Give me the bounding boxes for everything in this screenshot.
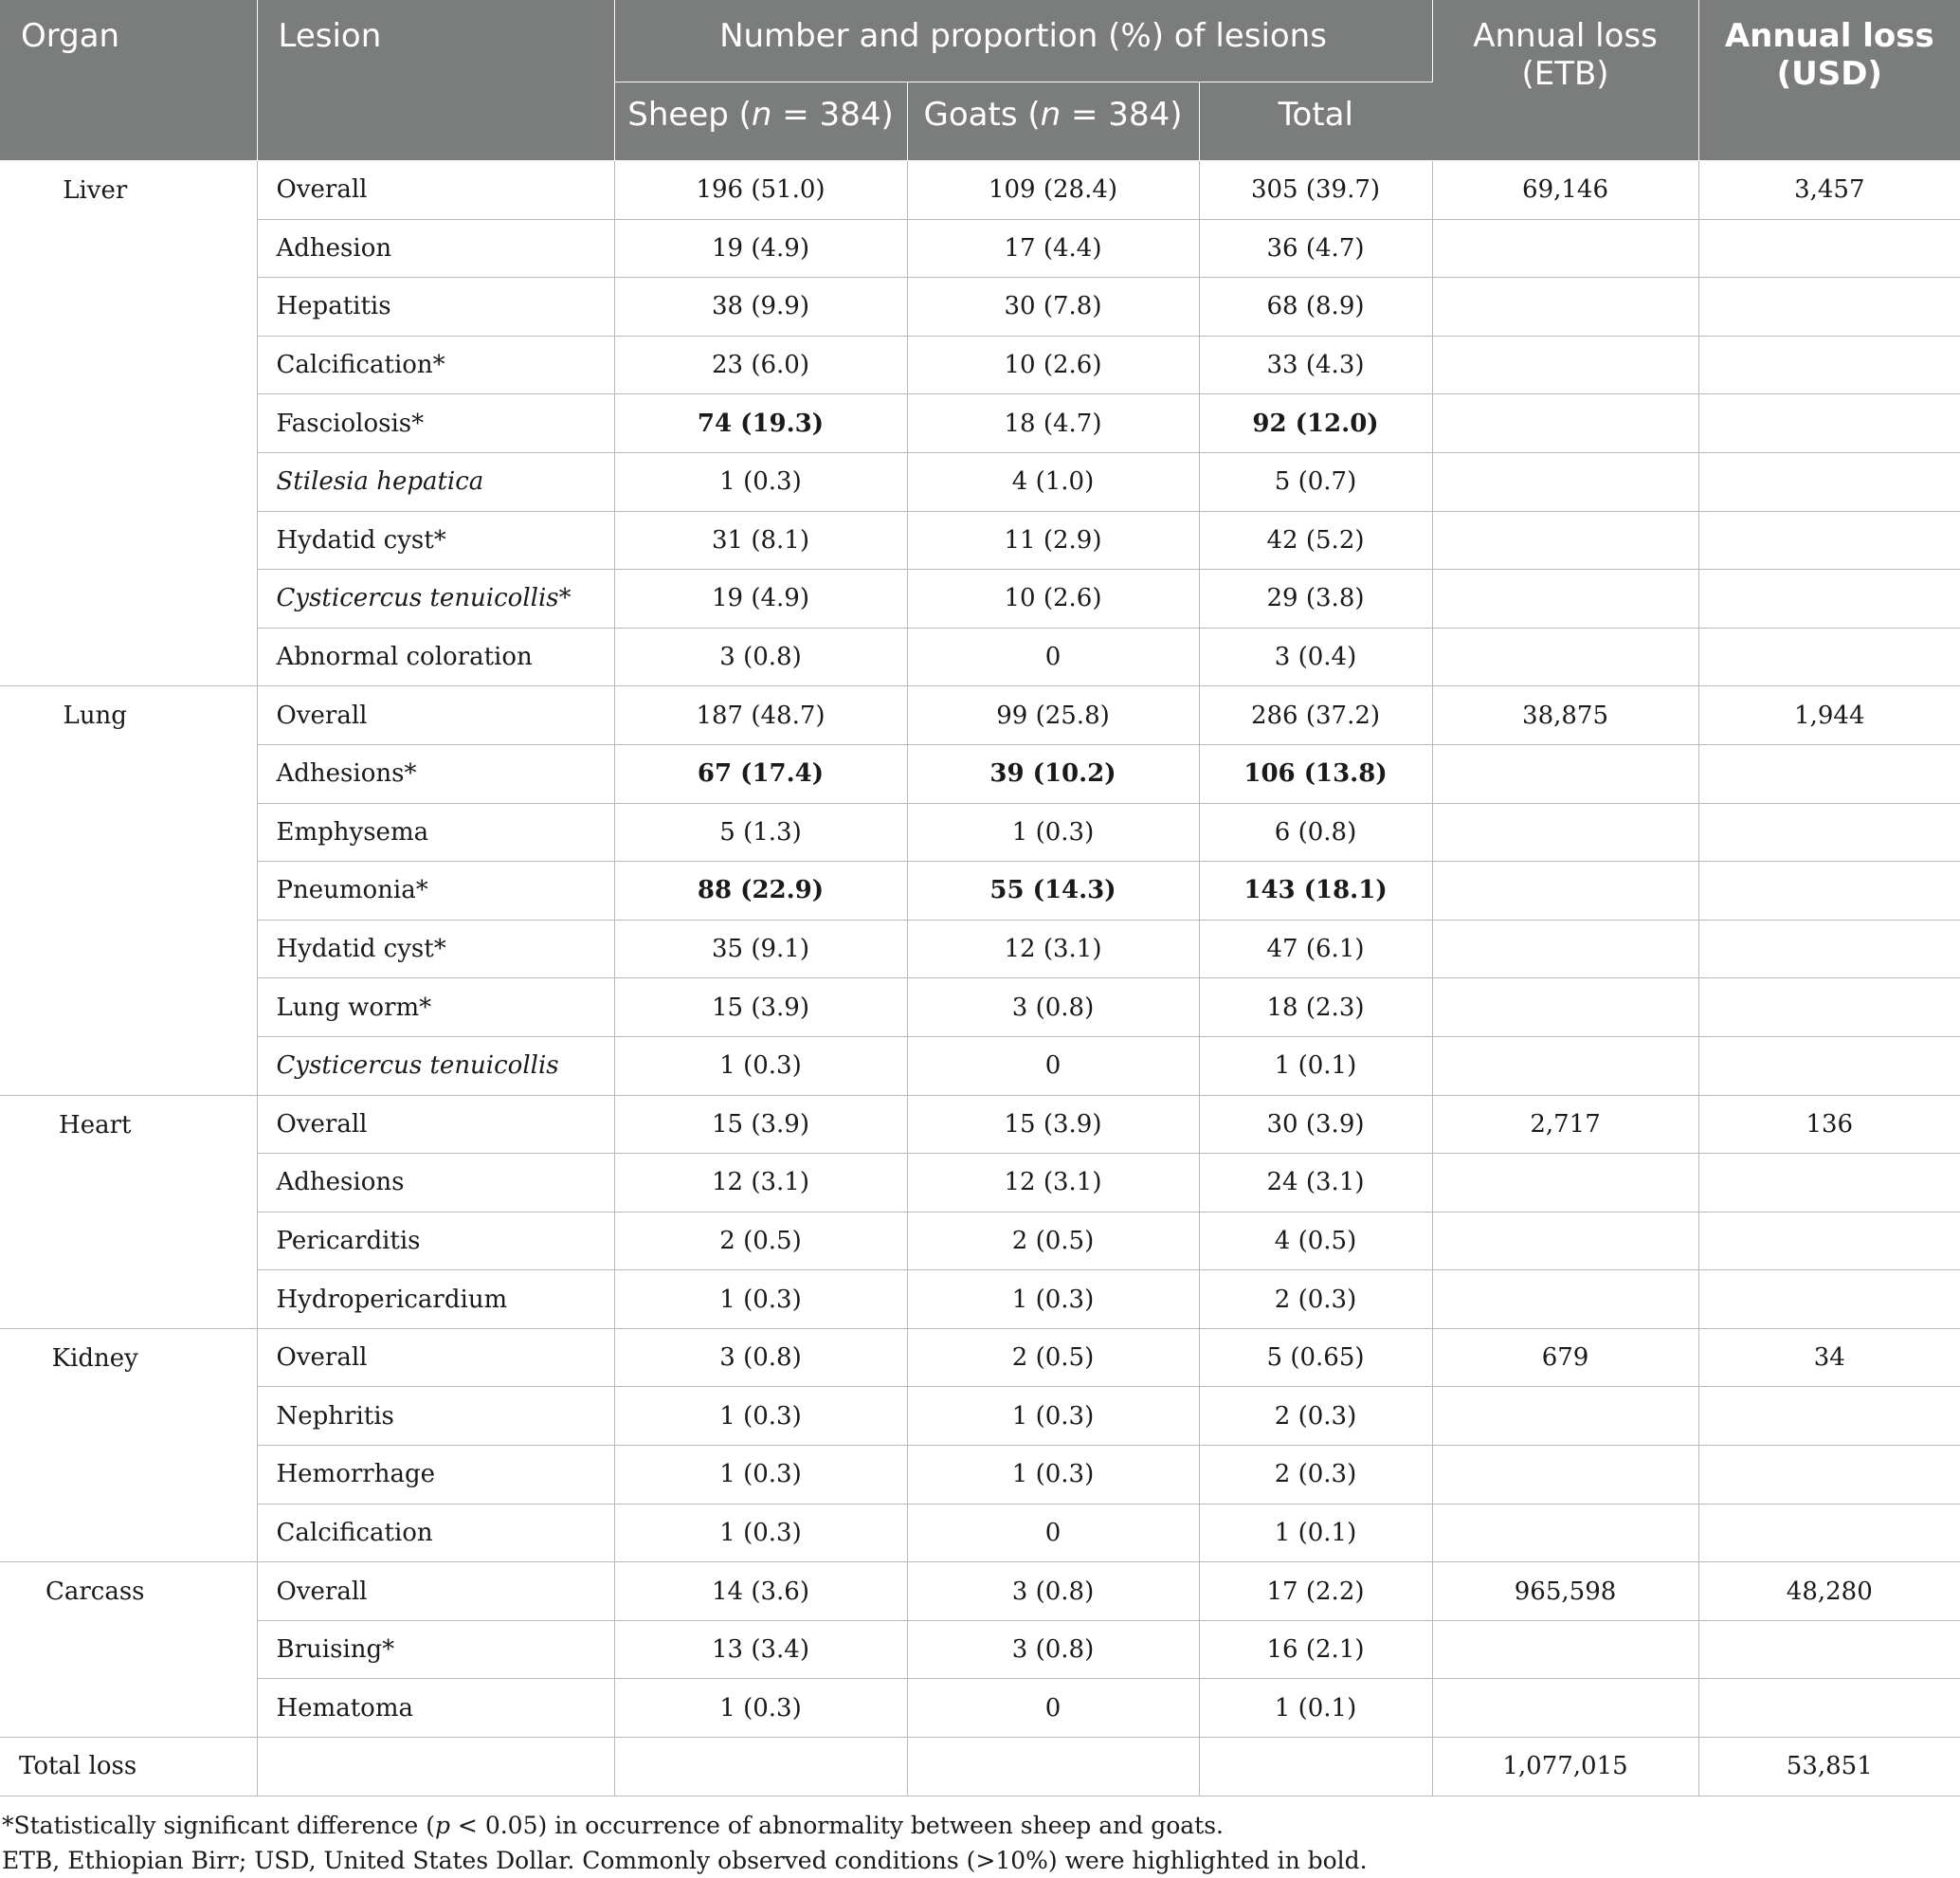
- goats-cell: 17 (4.4): [907, 219, 1199, 278]
- total-cell: 305 (39.7): [1199, 161, 1432, 220]
- table-body: [0, 161, 1960, 1796]
- table-row: [0, 1620, 1960, 1679]
- etb-cell: [1432, 1270, 1698, 1329]
- total-cell: 42 (5.2): [1199, 511, 1432, 570]
- goats-cell: 0: [907, 1679, 1199, 1738]
- table-row: [0, 452, 1960, 511]
- header-organ: Organ: [0, 0, 257, 161]
- total-cell: 143 (18.1): [1199, 862, 1432, 921]
- goats-cell: 109 (28.4): [907, 161, 1199, 220]
- total-cell: 1 (0.1): [1199, 1504, 1432, 1562]
- etb-cell: [1432, 219, 1698, 278]
- etb-cell: [1432, 570, 1698, 629]
- lesion-cell: Bruising*: [257, 1620, 614, 1679]
- sheep-cell: 5 (1.3): [614, 803, 907, 862]
- organ-cell: Liver: [0, 161, 257, 686]
- sheep-cell: 1 (0.3): [614, 1679, 907, 1738]
- usd-cell: [1698, 570, 1960, 629]
- total-cell: 1 (0.1): [1199, 1036, 1432, 1095]
- total-cell: 1 (0.1): [1199, 1679, 1432, 1738]
- total-cell: 6 (0.8): [1199, 803, 1432, 862]
- usd-cell: [1698, 1270, 1960, 1329]
- footnote-significance: *Statistically significant difference (p < 0.05) in occurrence of abnormality between sheep and goats.: [2, 1811, 1224, 1839]
- goats-cell: 3 (0.8): [907, 1620, 1199, 1679]
- table-row: [0, 628, 1960, 686]
- goats-cell: 12 (3.1): [907, 920, 1199, 978]
- goats-cell: 15 (3.9): [907, 1095, 1199, 1154]
- table-row: [0, 1270, 1960, 1329]
- table-row: [0, 1328, 1960, 1387]
- total-loss-row: [0, 1738, 1960, 1796]
- header-sheep: Sheep (n = 384): [614, 82, 907, 161]
- lesion-cell: Hydropericardium: [257, 1270, 614, 1329]
- header-group: Number and proportion (%) of lesions: [614, 0, 1432, 82]
- sheep-cell: 67 (17.4): [614, 744, 907, 803]
- total-cell: 16 (2.1): [1199, 1620, 1432, 1679]
- header-annual-loss-usd: [1698, 0, 1960, 161]
- etb-cell: [1432, 1620, 1698, 1679]
- usd-cell: 48,280: [1698, 1562, 1960, 1621]
- goats-cell: 2 (0.5): [907, 1212, 1199, 1270]
- organ-cell: Carcass: [0, 1562, 257, 1738]
- table-row: [0, 803, 1960, 862]
- header-goats: Goats (n = 384): [907, 82, 1199, 161]
- sheep-cell: 74 (19.3): [614, 394, 907, 453]
- sheep-cell: 2 (0.5): [614, 1212, 907, 1270]
- lesion-cell: Adhesions*: [257, 744, 614, 803]
- sheep-cell: 19 (4.9): [614, 219, 907, 278]
- header-etb-line1: Annual loss: [1473, 17, 1658, 55]
- table-row: [0, 511, 1960, 570]
- header-total: Total: [1199, 82, 1432, 161]
- goats-cell: 4 (1.0): [907, 452, 1199, 511]
- table-row: [0, 161, 1960, 220]
- goats-cell: 30 (7.8): [907, 278, 1199, 337]
- table-row: [0, 1504, 1960, 1562]
- etb-cell: [1432, 1387, 1698, 1446]
- table-row: [0, 570, 1960, 629]
- etb-cell: [1432, 978, 1698, 1037]
- lesion-cell: Overall: [257, 161, 614, 220]
- usd-cell: [1698, 1212, 1960, 1270]
- usd-cell: [1698, 628, 1960, 686]
- usd-cell: [1698, 1446, 1960, 1504]
- lesion-cell: Hepatitis: [257, 278, 614, 337]
- lesion-cell: Abnormal coloration: [257, 628, 614, 686]
- total-cell: 2 (0.3): [1199, 1270, 1432, 1329]
- sheep-cell: 1 (0.3): [614, 1446, 907, 1504]
- etb-cell: [1432, 862, 1698, 921]
- lesion-cell: Stilesia hepatica: [257, 452, 614, 511]
- goats-cell: 10 (2.6): [907, 570, 1199, 629]
- sheep-cell: 31 (8.1): [614, 511, 907, 570]
- empty-cell: [907, 1738, 1199, 1796]
- etb-cell: [1432, 1446, 1698, 1504]
- etb-cell: [1432, 744, 1698, 803]
- table-row: [0, 1679, 1960, 1738]
- sheep-cell: 13 (3.4): [614, 1620, 907, 1679]
- total-cell: 5 (0.65): [1199, 1328, 1432, 1387]
- lesion-cell: Nephritis: [257, 1387, 614, 1446]
- lesion-cell: Pneumonia*: [257, 862, 614, 921]
- header-annual-loss-etb: [1432, 0, 1698, 161]
- organ-cell: Heart: [0, 1095, 257, 1328]
- goats-cell: 0: [907, 1504, 1199, 1562]
- usd-cell: [1698, 1036, 1960, 1095]
- usd-cell: [1698, 219, 1960, 278]
- goats-cell: 18 (4.7): [907, 394, 1199, 453]
- etb-cell: [1432, 452, 1698, 511]
- etb-cell: [1432, 803, 1698, 862]
- sheep-cell: 1 (0.3): [614, 1504, 907, 1562]
- table-row: [0, 1154, 1960, 1212]
- lesion-cell: Calcification: [257, 1504, 614, 1562]
- table-row: [0, 744, 1960, 803]
- goats-cell: 2 (0.5): [907, 1328, 1199, 1387]
- total-cell: 33 (4.3): [1199, 336, 1432, 394]
- goats-cell: 55 (14.3): [907, 862, 1199, 921]
- sheep-cell: 14 (3.6): [614, 1562, 907, 1621]
- sheep-cell: 1 (0.3): [614, 452, 907, 511]
- table-row: [0, 978, 1960, 1037]
- empty-cell: [614, 1738, 907, 1796]
- lesion-cell: Hydatid cyst*: [257, 511, 614, 570]
- usd-cell: [1698, 1387, 1960, 1446]
- total-cell: 18 (2.3): [1199, 978, 1432, 1037]
- lesion-cell: Hematoma: [257, 1679, 614, 1738]
- total-cell: 68 (8.9): [1199, 278, 1432, 337]
- etb-cell: 679: [1432, 1328, 1698, 1387]
- usd-cell: [1698, 511, 1960, 570]
- lesion-cell: Overall: [257, 1562, 614, 1621]
- etb-cell: [1432, 1679, 1698, 1738]
- etb-cell: 38,875: [1432, 686, 1698, 745]
- footnote-abbreviations: ETB, Ethiopian Birr; USD, United States Dollar. Commonly observed conditions (>10%) were highlighted in bold.: [2, 1846, 1368, 1874]
- goats-cell: 3 (0.8): [907, 1562, 1199, 1621]
- total-cell: 92 (12.0): [1199, 394, 1432, 453]
- etb-cell: [1432, 1504, 1698, 1562]
- goats-cell: 0: [907, 628, 1199, 686]
- etb-cell: 69,146: [1432, 161, 1698, 220]
- lesion-cell: Calcification*: [257, 336, 614, 394]
- goats-cell: 11 (2.9): [907, 511, 1199, 570]
- usd-cell: [1698, 1154, 1960, 1212]
- table-row: [0, 219, 1960, 278]
- usd-cell: [1698, 1679, 1960, 1738]
- sheep-cell: 1 (0.3): [614, 1270, 907, 1329]
- etb-cell: [1432, 628, 1698, 686]
- goats-cell: 10 (2.6): [907, 336, 1199, 394]
- lesion-cell: Cysticercus tenuicollis: [257, 1036, 614, 1095]
- usd-cell: [1698, 744, 1960, 803]
- lesion-cell: Overall: [257, 1095, 614, 1154]
- organ-cell: Lung: [0, 686, 257, 1095]
- lesion-cell: Adhesion: [257, 219, 614, 278]
- total-cell: 3 (0.4): [1199, 628, 1432, 686]
- header-usd-line2: (USD): [1776, 55, 1882, 93]
- total-cell: 30 (3.9): [1199, 1095, 1432, 1154]
- goats-cell: 1 (0.3): [907, 1446, 1199, 1504]
- sheep-cell: 196 (51.0): [614, 161, 907, 220]
- header-etb-line2: (ETB): [1521, 55, 1609, 93]
- total-loss-usd: 53,851: [1698, 1738, 1960, 1796]
- sheep-cell: 15 (3.9): [614, 978, 907, 1037]
- usd-cell: 3,457: [1698, 161, 1960, 220]
- table-row: [0, 278, 1960, 337]
- lesion-cell: Pericarditis: [257, 1212, 614, 1270]
- etb-cell: [1432, 278, 1698, 337]
- sheep-cell: 187 (48.7): [614, 686, 907, 745]
- table-row: [0, 1095, 1960, 1154]
- empty-cell: [1199, 1738, 1432, 1796]
- etb-cell: [1432, 336, 1698, 394]
- table-header: [0, 0, 1960, 161]
- total-loss-label: Total loss: [0, 1738, 257, 1796]
- sheep-cell: 3 (0.8): [614, 1328, 907, 1387]
- table-row: [0, 1212, 1960, 1270]
- usd-cell: [1698, 336, 1960, 394]
- footnotes: [0, 1796, 1960, 1878]
- header-lesion: Lesion: [257, 0, 614, 161]
- organ-cell: Kidney: [0, 1328, 257, 1561]
- total-cell: 47 (6.1): [1199, 920, 1432, 978]
- etb-cell: [1432, 1212, 1698, 1270]
- table-row: [0, 1446, 1960, 1504]
- table-row: [0, 862, 1960, 921]
- goats-cell: 12 (3.1): [907, 1154, 1199, 1212]
- usd-cell: [1698, 978, 1960, 1037]
- total-cell: 4 (0.5): [1199, 1212, 1432, 1270]
- usd-cell: 34: [1698, 1328, 1960, 1387]
- etb-cell: [1432, 1036, 1698, 1095]
- usd-cell: [1698, 278, 1960, 337]
- lesion-cell: Lung worm*: [257, 978, 614, 1037]
- usd-cell: [1698, 803, 1960, 862]
- total-cell: 24 (3.1): [1199, 1154, 1432, 1212]
- sheep-cell: 88 (22.9): [614, 862, 907, 921]
- usd-cell: 136: [1698, 1095, 1960, 1154]
- lesion-cell: Hemorrhage: [257, 1446, 614, 1504]
- lesion-cell: Hydatid cyst*: [257, 920, 614, 978]
- lesion-cell: Adhesions: [257, 1154, 614, 1212]
- table-row: [0, 394, 1960, 453]
- sheep-cell: 12 (3.1): [614, 1154, 907, 1212]
- usd-cell: [1698, 1620, 1960, 1679]
- table-row: [0, 1036, 1960, 1095]
- lesion-cell: Cysticercus tenuicollis*: [257, 570, 614, 629]
- goats-cell: 3 (0.8): [907, 978, 1199, 1037]
- sheep-cell: 15 (3.9): [614, 1095, 907, 1154]
- goats-cell: 0: [907, 1036, 1199, 1095]
- goats-cell: 99 (25.8): [907, 686, 1199, 745]
- sheep-cell: 23 (6.0): [614, 336, 907, 394]
- sheep-cell: 1 (0.3): [614, 1036, 907, 1095]
- total-cell: 286 (37.2): [1199, 686, 1432, 745]
- etb-cell: [1432, 511, 1698, 570]
- total-cell: 5 (0.7): [1199, 452, 1432, 511]
- sheep-cell: 38 (9.9): [614, 278, 907, 337]
- usd-cell: [1698, 862, 1960, 921]
- usd-cell: [1698, 920, 1960, 978]
- usd-cell: 1,944: [1698, 686, 1960, 745]
- usd-cell: [1698, 452, 1960, 511]
- header-usd-line1: Annual loss: [1724, 17, 1934, 55]
- table-row: [0, 686, 1960, 745]
- empty-cell: [257, 1738, 614, 1796]
- goats-cell: 1 (0.3): [907, 803, 1199, 862]
- goats-cell: 1 (0.3): [907, 1387, 1199, 1446]
- total-cell: 17 (2.2): [1199, 1562, 1432, 1621]
- sheep-cell: 3 (0.8): [614, 628, 907, 686]
- goats-cell: 39 (10.2): [907, 744, 1199, 803]
- usd-cell: [1698, 394, 1960, 453]
- lesion-cell: Fasciolosis*: [257, 394, 614, 453]
- etb-cell: [1432, 1154, 1698, 1212]
- table-row: [0, 1562, 1960, 1621]
- total-loss-etb: 1,077,015: [1432, 1738, 1698, 1796]
- total-cell: 2 (0.3): [1199, 1387, 1432, 1446]
- table-row: [0, 1387, 1960, 1446]
- table-row: [0, 920, 1960, 978]
- sheep-cell: 1 (0.3): [614, 1387, 907, 1446]
- etb-cell: 965,598: [1432, 1562, 1698, 1621]
- sheep-cell: 19 (4.9): [614, 570, 907, 629]
- total-cell: 29 (3.8): [1199, 570, 1432, 629]
- total-cell: 2 (0.3): [1199, 1446, 1432, 1504]
- etb-cell: [1432, 394, 1698, 453]
- lesion-cell: Overall: [257, 686, 614, 745]
- total-cell: 106 (13.8): [1199, 744, 1432, 803]
- sheep-cell: 35 (9.1): [614, 920, 907, 978]
- usd-cell: [1698, 1504, 1960, 1562]
- total-cell: 36 (4.7): [1199, 219, 1432, 278]
- table-row: [0, 336, 1960, 394]
- goats-cell: 1 (0.3): [907, 1270, 1199, 1329]
- etb-cell: 2,717: [1432, 1095, 1698, 1154]
- lesion-cell: Emphysema: [257, 803, 614, 862]
- etb-cell: [1432, 920, 1698, 978]
- lesion-cell: Overall: [257, 1328, 614, 1387]
